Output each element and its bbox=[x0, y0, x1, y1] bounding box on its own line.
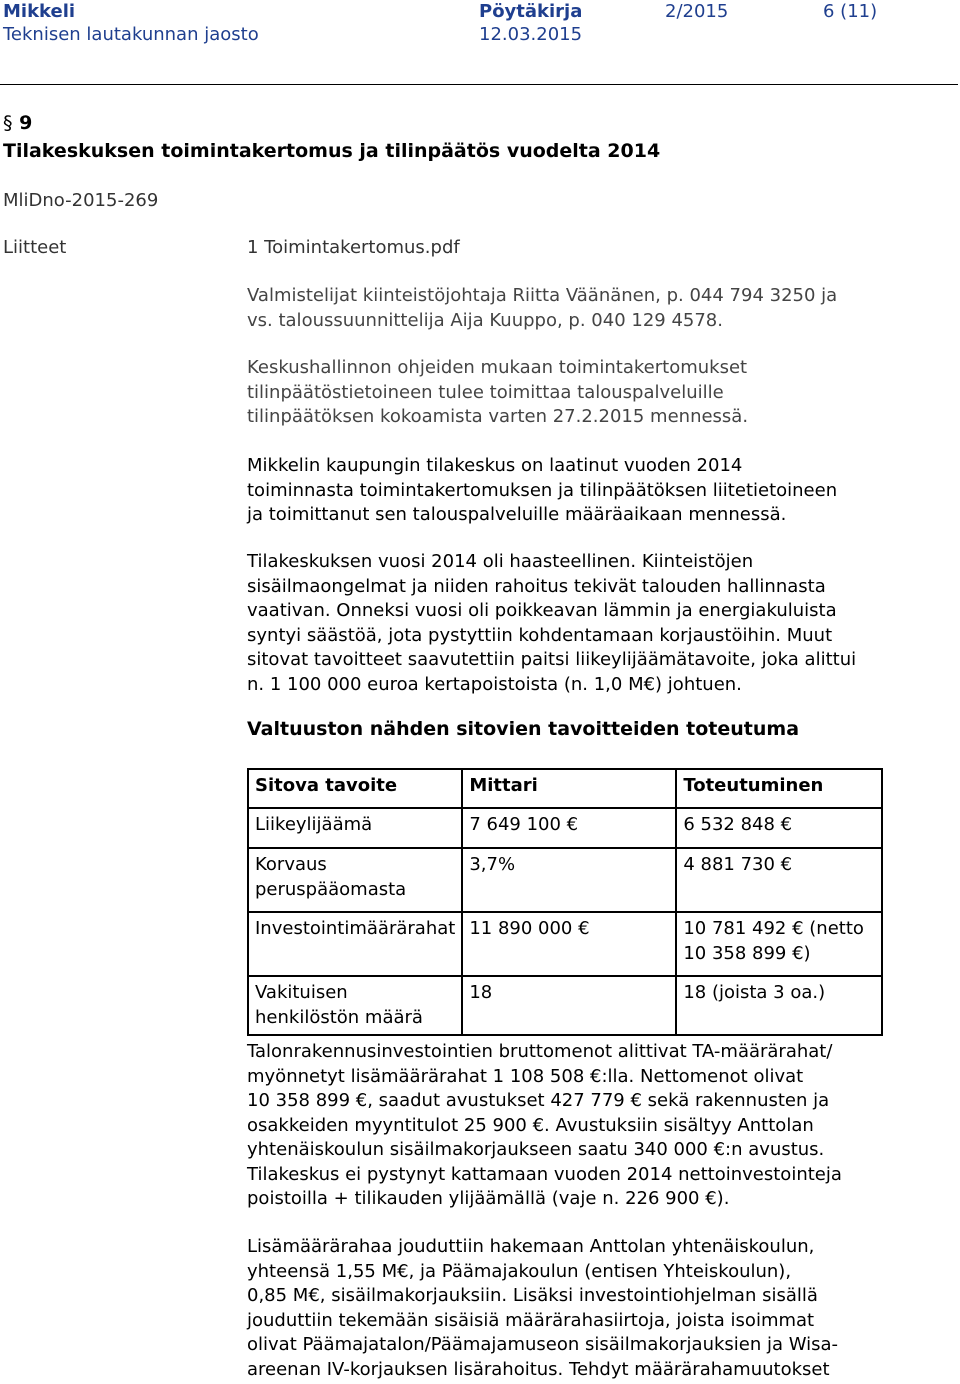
text-line: n. 1 100 000 euroa kertapoistoista (n. 1,0 M€) johtuen. bbox=[247, 673, 742, 695]
cell-line: Vakituisen bbox=[255, 982, 348, 1003]
table-cell-result bbox=[676, 912, 882, 976]
cell-line: 10 358 899 €) bbox=[683, 942, 811, 964]
text-line: syntyi säästöä, jota pystyttiin kohdentamaan korjaustöihin. Muut bbox=[247, 624, 833, 646]
table-header-cell: Toteutuminen bbox=[676, 769, 882, 808]
table-cell-metric bbox=[462, 912, 676, 976]
cell-line: 18 bbox=[469, 982, 493, 1003]
cell-line: 6 532 848 € bbox=[683, 814, 793, 835]
text-line: myönnetyt lisämäärärahat 1 108 508 €:lla. Nettomenot olivat bbox=[247, 1065, 804, 1087]
cell-line: 7 649 100 € bbox=[469, 814, 579, 835]
text-line: areenan IV-korjauksen lisärahoitus. Tehdyt määrärahamuutokset bbox=[247, 1358, 830, 1380]
header-date: 12.03.2015 bbox=[479, 24, 583, 45]
text-line: toiminnasta toimintakertomuksen ja tilinpäätöksen liitetietoineen bbox=[247, 479, 838, 501]
section-number bbox=[3, 112, 32, 134]
section-title: Tilakeskuksen toimintakertomus ja tilinpäätös vuodelta 2014 bbox=[3, 140, 661, 162]
table-header-cell: Sitova tavoite bbox=[248, 769, 462, 808]
text-line: Lisämäärärahaa jouduttiin hakemaan Anttolan yhtenäiskoulun, bbox=[247, 1236, 815, 1257]
table-header-row bbox=[248, 769, 882, 808]
text-line: jouduttiin tekemään sisäisiä määrärahasiirtoja, joista isoimmat bbox=[247, 1309, 815, 1331]
attachments-value: 1 Toimintakertomus.pdf bbox=[247, 237, 460, 258]
paragraph-3 bbox=[247, 550, 937, 697]
cell-line: 4 881 730 € bbox=[683, 854, 793, 875]
text-line: sitovat tavoitteet saavutettiin paitsi liikeylijäämätavoite, joka alittui bbox=[247, 649, 857, 670]
table-cell-metric bbox=[462, 848, 676, 912]
text-line: tilinpäätöksen kokoamista varten 27.2.2015 mennessä. bbox=[247, 406, 749, 427]
cell-line: Korvaus bbox=[255, 854, 327, 875]
text-line: tilinpäätöstietoineen tulee toimittaa talouspalveluille bbox=[247, 381, 724, 403]
preparers-line: vs. taloussuunnittelija Aija Kuuppo, p. 040 129 4578. bbox=[247, 309, 723, 331]
table-cell-goal bbox=[248, 848, 462, 912]
cell-line: 11 890 000 € bbox=[469, 918, 590, 939]
preparers-line: Valmistelijat kiinteistöjohtaja Riitta Väänänen, p. 044 794 3250 ja bbox=[247, 285, 838, 306]
table-row bbox=[248, 808, 882, 848]
attachments-label: Liitteet bbox=[3, 237, 67, 258]
preparers bbox=[247, 284, 937, 333]
text-line: yhtenäiskoulun sisäilmakorjaukseen saatu 340 000 €:n avustus. bbox=[247, 1139, 825, 1160]
table-cell-result bbox=[676, 848, 882, 912]
text-line: sisäilmaongelmat ja niiden rahoitus tekivät talouden hallinnasta bbox=[247, 575, 826, 597]
table-header-cell: Mittari bbox=[462, 769, 676, 808]
cell-line: Liikeylijäämä bbox=[255, 814, 373, 835]
text-line: osakkeiden myyntitulot 25 900 €. Avustuksiin sisältyy Anttolan bbox=[247, 1114, 814, 1136]
cell-line: peruspääomasta bbox=[255, 878, 407, 900]
table-row bbox=[248, 848, 882, 912]
cell-line: henkilöstön määrä bbox=[255, 1006, 423, 1028]
cell-line: 18 (joista 3 oa.) bbox=[683, 982, 826, 1003]
cell-line: 3,7% bbox=[469, 854, 516, 875]
text-line: Mikkelin kaupungin tilakeskus on laatinut vuoden 2014 bbox=[247, 455, 743, 476]
table-cell-goal bbox=[248, 912, 462, 976]
paragraph-4 bbox=[247, 1040, 937, 1212]
text-line: vaativan. Onneksi vuosi oli poikkeavan lämmin ja energiakuluista bbox=[247, 600, 837, 621]
text-line: olivat Päämajatalon/Päämajamuseon sisäilmakorjauksien ja Wisa- bbox=[247, 1334, 839, 1355]
section-dno: MliDno-2015-269 bbox=[3, 190, 159, 211]
table-cell-result bbox=[676, 808, 882, 848]
header-divider bbox=[0, 84, 958, 85]
header-number: 2/2015 bbox=[665, 1, 729, 22]
table-cell-goal bbox=[248, 976, 462, 1035]
cell-line: 10 781 492 € (netto bbox=[683, 918, 864, 939]
text-line: Talonrakennusinvestointien bruttomenot alittivat TA-määrärahat/ bbox=[247, 1041, 833, 1062]
table-heading: Valtuuston nähden sitovien tavoitteiden toteutuma bbox=[247, 718, 800, 740]
text-line: 0,85 M€, sisäilmakorjauksiin. Lisäksi investointiohjelman sisällä bbox=[247, 1285, 818, 1306]
text-line: Keskushallinnon ohjeiden mukaan toimintakertomukset bbox=[247, 357, 748, 378]
text-line: yhteensä 1,55 M€, ja Päämajakoulun (entisen Yhteiskoulun), bbox=[247, 1260, 792, 1282]
paragraph-2 bbox=[247, 454, 937, 528]
header-org: Mikkeli bbox=[3, 1, 76, 22]
table-cell-result bbox=[676, 976, 882, 1035]
table-row bbox=[248, 976, 882, 1035]
header-board: Teknisen lautakunnan jaosto bbox=[3, 24, 259, 45]
table-cell-goal bbox=[248, 808, 462, 848]
paragraph-5 bbox=[247, 1235, 937, 1382]
table-row bbox=[248, 912, 882, 976]
text-line: ja toimittanut sen talouspalveluille määräaikaan mennessä. bbox=[247, 504, 787, 525]
header-doc-type: Pöytäkirja bbox=[479, 1, 583, 22]
table-cell-metric bbox=[462, 976, 676, 1035]
section-number-value: 9 bbox=[19, 112, 33, 134]
cell-line: Investointimäärärahat bbox=[255, 918, 456, 939]
table-cell-metric bbox=[462, 808, 676, 848]
header-page: 6 (11) bbox=[823, 1, 878, 22]
text-line: Tilakeskuksen vuosi 2014 oli haasteellinen. Kiinteistöjen bbox=[247, 551, 754, 572]
paragraph-1 bbox=[247, 356, 937, 430]
section-symbol: § bbox=[3, 112, 13, 134]
text-line: 10 358 899 €, saadut avustukset 427 779 € sekä rakennusten ja bbox=[247, 1090, 830, 1111]
text-line: Tilakeskus ei pystynyt kattamaan vuoden 2014 nettoinvestointeja bbox=[247, 1163, 842, 1185]
goals-table bbox=[247, 768, 883, 1036]
text-line: poistoilla + tilikauden ylijäämällä (vaje n. 226 900 €). bbox=[247, 1188, 730, 1209]
